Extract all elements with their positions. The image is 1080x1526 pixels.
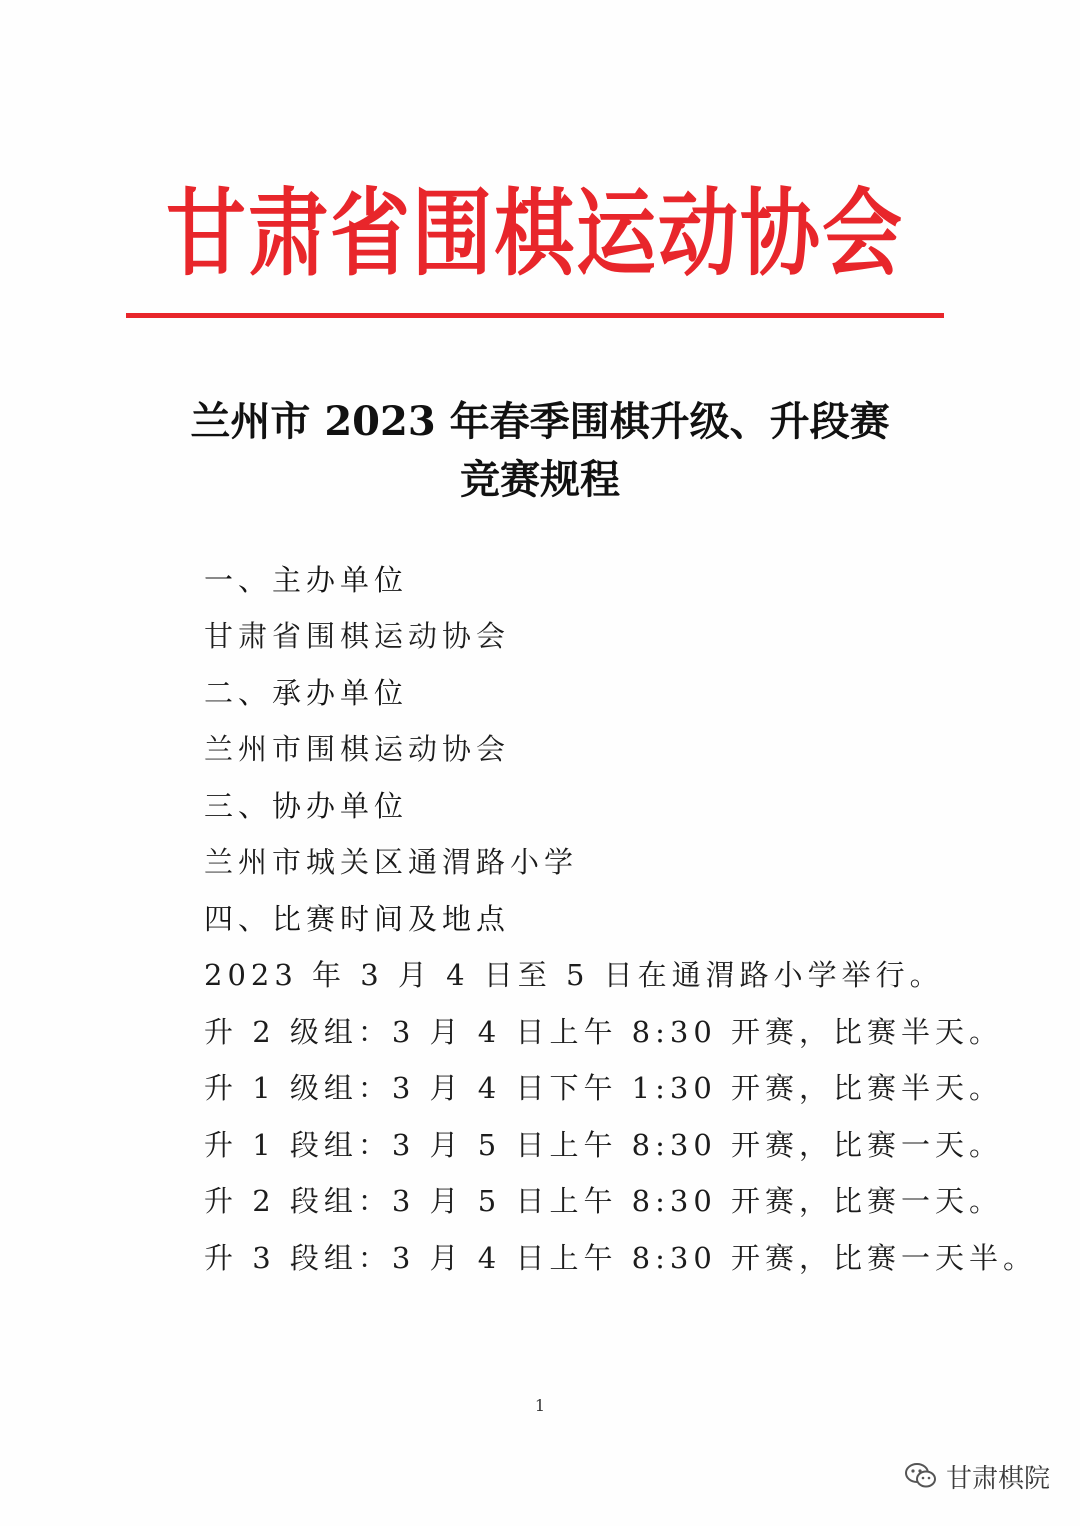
schedule-line: 升 2 级组：3 月 4 日上午 8:30 开赛，比赛半天。 xyxy=(204,1015,1004,1049)
schedule-line: 升 2 段组：3 月 5 日上午 8:30 开赛，比赛一天。 xyxy=(204,1184,1004,1218)
section-content-co-organizer: 兰州市城关区通渭路小学 xyxy=(204,845,579,879)
schedule-line: 升 1 级组：3 月 4 日下午 1:30 开赛，比赛半天。 xyxy=(204,1071,1004,1105)
section-heading-host: 二、承办单位 xyxy=(204,676,409,710)
schedule-line: 升 3 段组：3 月 4 日上午 8:30 开赛，比赛一天半。 xyxy=(204,1241,1038,1275)
section-heading-schedule: 四、比赛时间及地点 xyxy=(204,902,511,936)
wechat-icon xyxy=(904,1461,938,1491)
section-heading-organizer: 一、主办单位 xyxy=(204,563,409,597)
organization-header: 甘肃省围棋运动协会 xyxy=(166,177,904,289)
section-heading-co-organizer: 三、协办单位 xyxy=(204,789,409,823)
document-title-line1: 兰州市 2023 年春季围棋升级、升段赛 xyxy=(190,398,890,445)
schedule-line: 2023 年 3 月 4 日至 5 日在通渭路小学举行。 xyxy=(204,958,944,992)
section-content-organizer: 甘肃省围棋运动协会 xyxy=(204,619,511,653)
section-content-host: 兰州市围棋运动协会 xyxy=(204,732,511,766)
document-title-line2: 竞赛规程 xyxy=(460,456,620,503)
page-number: 1 xyxy=(534,1396,546,1415)
watermark-text: 甘肃棋院 xyxy=(945,1463,1050,1494)
source-watermark xyxy=(904,1456,1050,1496)
schedule-line: 升 1 段组：3 月 5 日上午 8:30 开赛，比赛一天。 xyxy=(204,1128,1004,1162)
header-red-rule xyxy=(126,313,944,318)
